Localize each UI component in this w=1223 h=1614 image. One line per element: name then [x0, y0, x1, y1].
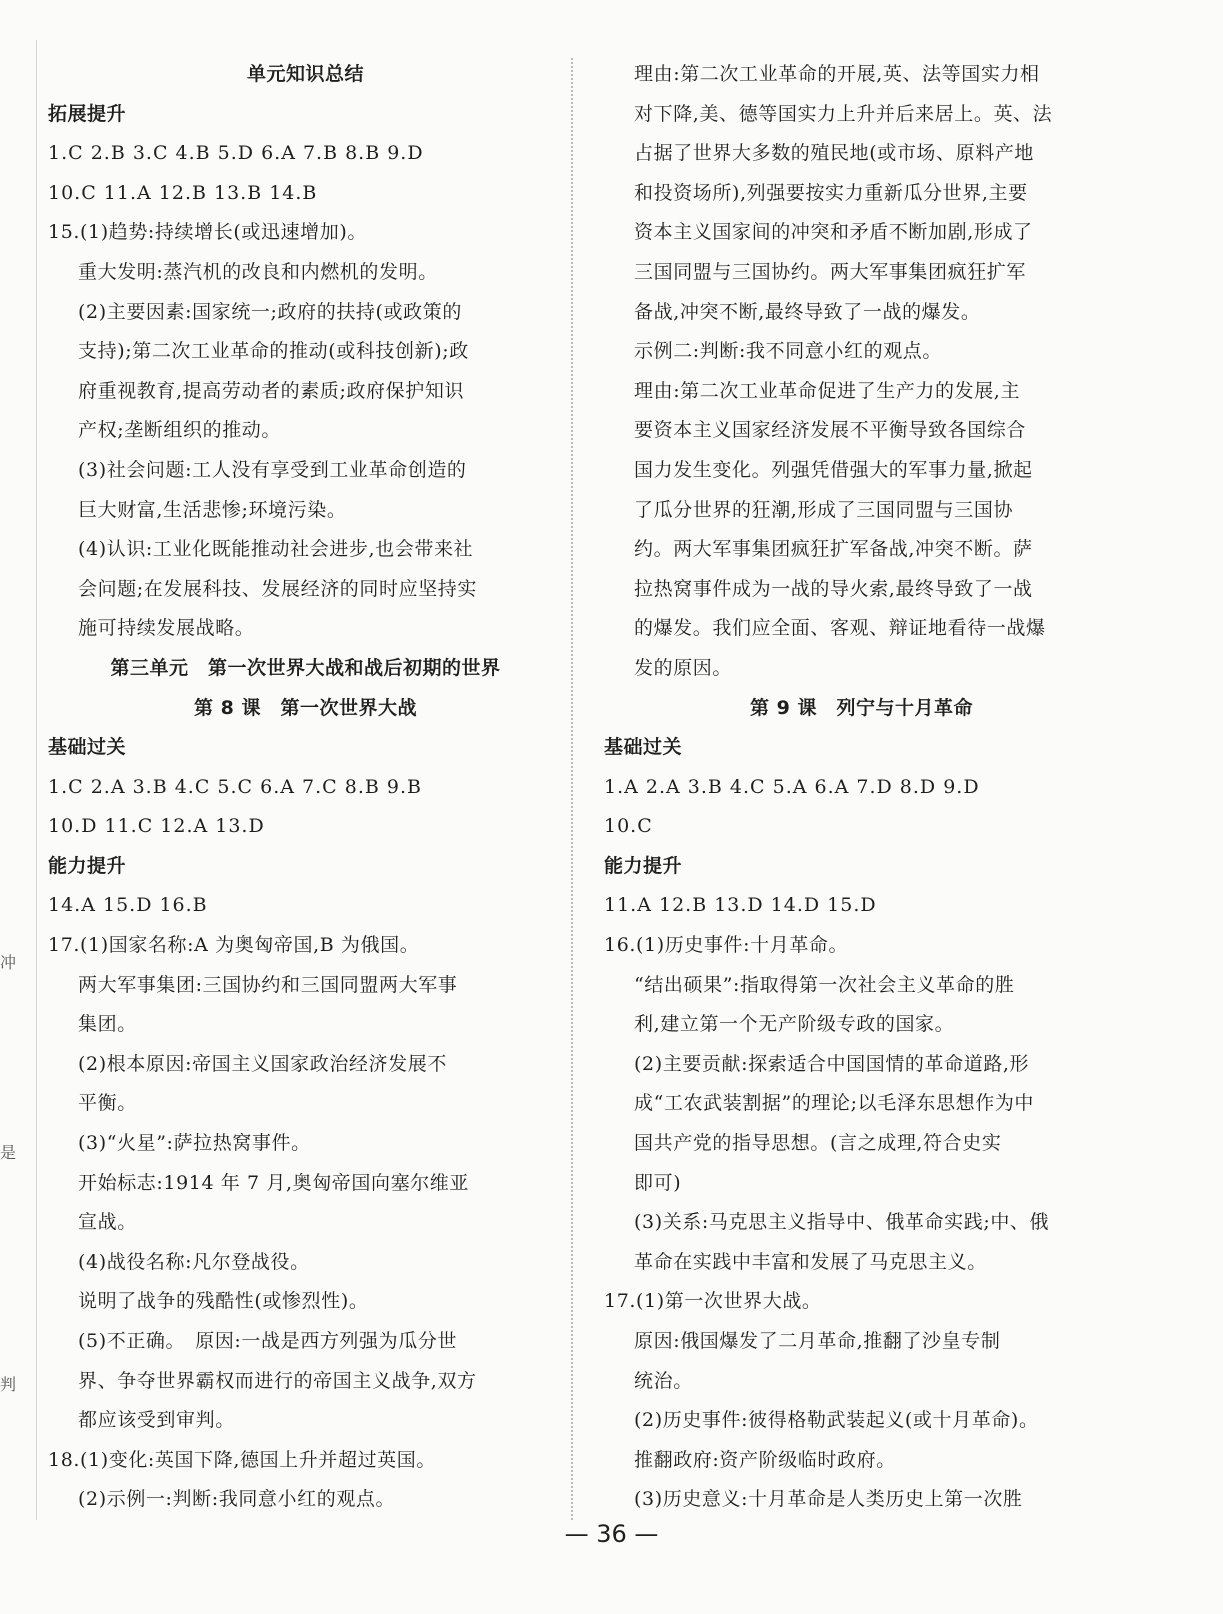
text-line: 两大军事集团:三国协约和三国同盟两大军事 — [78, 973, 458, 996]
text-line: 占据了世界大多数的殖民地(或市场、原料产地 — [634, 142, 1035, 165]
text-line: 能力提升 — [604, 854, 683, 877]
text-line: 平衡。 — [78, 1092, 137, 1115]
text-line: “结出硕果”:指取得第一次社会主义革命的胜 — [634, 973, 1015, 996]
text-line: 第三单元 第一次世界大战和战后初期的世界 — [110, 656, 501, 679]
text-line: 1.C 2.A 3.B 4.C 5.C 6.A 7.C 8.B 9.B — [48, 775, 422, 798]
left-column — [48, 55, 563, 1520]
text-line: 1.A 2.A 3.B 4.C 5.A 6.A 7.D 8.D 9.D — [604, 775, 980, 798]
text-line: (2)根本原因:帝国主义国家政治经济发展不 — [78, 1052, 447, 1075]
text-line: (4)认识:工业化既能推动社会进步,也会带来社 — [78, 538, 474, 561]
text-line: 重大发明:蒸汽机的改良和内燃机的发明。 — [78, 260, 438, 283]
edge-char: 是 — [0, 1143, 17, 1162]
text-line: (3)社会问题:工人没有享受到工业革命创造的 — [78, 458, 467, 481]
text-line: (3)历史意义:十月革命是人类历史上第一次胜 — [634, 1488, 1023, 1511]
text-line: 开始标志:1914 年 7 月,奥匈帝国向塞尔维亚 — [78, 1171, 470, 1194]
text-line: 10.D 11.C 12.A 13.D — [48, 815, 265, 838]
text-line: 14.A 15.D 16.B — [48, 894, 208, 917]
text-line: 17.(1)国家名称:A 为奥匈帝国,B 为俄国。 — [48, 934, 420, 957]
text-line: 基础过关 — [48, 736, 127, 759]
text-line: 推翻政府:资产阶级临时政府。 — [634, 1448, 896, 1471]
text-line: 18.(1)变化:英国下降,德国上升并超过英国。 — [48, 1448, 436, 1471]
text-line: 巨大财富,生活悲惨;环境污染。 — [78, 498, 347, 521]
right-column — [604, 55, 1119, 1520]
text-line: 原因:俄国爆发了二月革命,推翻了沙皇专制 — [634, 1330, 1001, 1352]
text-line: 对下降,美、德等国实力上升并后来居上。英、法 — [634, 102, 1053, 125]
text-line: 单元知识总结 — [246, 63, 364, 85]
text-line: 国力发生变化。列强凭借强大的军事力量,掀起 — [634, 458, 1033, 481]
text-line: 即可) — [634, 1171, 682, 1194]
column-divider — [571, 58, 573, 1520]
text-line: 三国同盟与三国协约。两大军事集团疯狂扩军 — [634, 260, 1027, 283]
text-line: (2)示例一:判断:我同意小红的观点。 — [78, 1488, 396, 1511]
text-line: 资本主义国家间的冲突和矛盾不断加剧,形成了 — [634, 221, 1033, 244]
text-line: 界、争夺世界霸权而进行的帝国主义战争,双方 — [78, 1369, 477, 1392]
text-line: (5)不正确。 原因:一战是西方列强为瓜分世 — [78, 1330, 458, 1352]
text-line: 10.C — [604, 815, 653, 838]
text-line: 第 9 课 列宁与十月革命 — [750, 696, 973, 719]
text-line: (3)关系:马克思主义指导中、俄革命实践;中、俄 — [634, 1211, 1050, 1234]
text-line: 理由:第二次工业革命促进了生产力的发展,主 — [634, 379, 1021, 402]
text-line: 会问题;在发展科技、发展经济的同时应坚持实 — [78, 577, 478, 600]
text-line: 要资本主义国家经济发展不平衡导致各国综合 — [634, 419, 1027, 442]
text-line: 说明了战争的残酷性(或惨烈性)。 — [78, 1290, 369, 1313]
text-line: 支持);第二次工业革命的推动(或科技创新);政 — [78, 340, 469, 363]
text-line: 示例二:判断:我不同意小红的观点。 — [634, 340, 943, 363]
text-line: 17.(1)第一次世界大战。 — [604, 1290, 822, 1313]
text-line: 发的原因。 — [634, 656, 733, 679]
text-line: 第 8 课 第一次世界大战 — [194, 696, 417, 719]
edge-char: 冲 — [0, 953, 17, 972]
text-line: (2)主要贡献:探索适合中国国情的革命道路,形 — [634, 1052, 1030, 1075]
text-line: 10.C 11.A 12.B 13.B 14.B — [48, 181, 318, 204]
text-line: 国共产党的指导思想。(言之成理,符合史实 — [634, 1132, 1002, 1155]
text-line: 理由:第二次工业革命的开展,英、法等国实力相 — [634, 63, 1040, 85]
text-line: (2)主要因素:国家统一;政府的扶持(或政策的 — [78, 300, 462, 323]
text-line: (3)“火星”:萨拉热窝事件。 — [78, 1132, 311, 1155]
text-line: (4)战役名称:凡尔登战役。 — [78, 1250, 310, 1273]
text-line: 拓展提升 — [48, 102, 127, 125]
text-line: 产权;垄断组织的推动。 — [78, 419, 282, 442]
text-line: 都应该受到审判。 — [78, 1409, 235, 1432]
text-line: 集团。 — [78, 1013, 137, 1036]
text-line: 的爆发。我们应全面、客观、辩证地看待一战爆 — [634, 617, 1046, 640]
text-line: 15.(1)趋势:持续增长(或迅速增加)。 — [48, 221, 367, 244]
text-line: (2)历史事件:彼得格勒武装起义(或十月革命)。 — [634, 1409, 1039, 1432]
text-line: 约。两大军事集团疯狂扩军备战,冲突不断。萨 — [634, 538, 1033, 561]
text-line: 11.A 12.B 13.D 14.D 15.D — [604, 894, 877, 917]
text-line: 宣战。 — [78, 1211, 137, 1234]
text-line: 利,建立第一个无产阶级专政的国家。 — [634, 1013, 955, 1036]
text-line: 能力提升 — [48, 854, 127, 877]
text-line: 16.(1)历史事件:十月革命。 — [604, 934, 849, 957]
text-line: 备战,冲突不断,最终导致了一战的爆发。 — [634, 300, 981, 323]
text-line: 和投资场所),列强要按实力重新瓜分世界,主要 — [634, 181, 1028, 204]
page-number: — 36 — — [564, 1520, 659, 1548]
text-line: 施可持续发展战略。 — [78, 617, 255, 640]
text-line: 拉热窝事件成为一战的导火索,最终导致了一战 — [634, 577, 1033, 600]
binding-line — [36, 40, 37, 1520]
text-line: 基础过关 — [604, 736, 683, 759]
edge-char: 判 — [0, 1375, 17, 1394]
text-line: 1.C 2.B 3.C 4.B 5.D 6.A 7.B 8.B 9.D — [48, 142, 424, 165]
text-line: 府重视教育,提高劳动者的素质;政府保护知识 — [78, 379, 465, 402]
text-line: 革命在实践中丰富和发展了马克思主义。 — [634, 1250, 987, 1273]
text-line: 了瓜分世界的狂潮,形成了三国同盟与三国协 — [634, 498, 1014, 521]
text-line: 统治。 — [634, 1369, 693, 1392]
text-line: 成“工农武装割据”的理论;以毛泽东思想作为中 — [634, 1092, 1035, 1115]
